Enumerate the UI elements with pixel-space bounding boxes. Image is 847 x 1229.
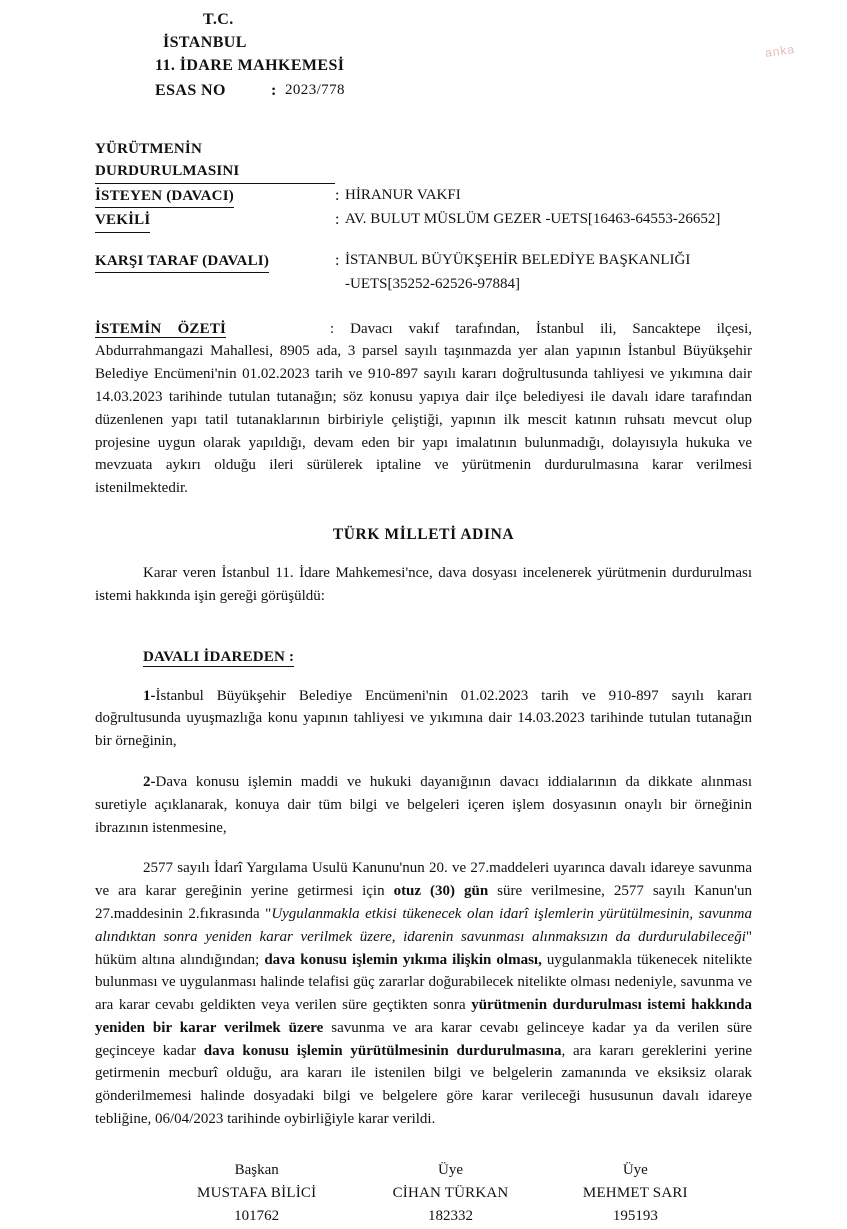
vekili-value: AV. BULUT MÜSLÜM GEZER -UETS[16463-64553-26652]: [345, 211, 721, 228]
istemin-ozeti-label: İSTEMİN ÖZETİ: [95, 320, 227, 337]
watermark-text: anka: [764, 41, 796, 61]
main-p5: savunma ve ara karar cevabı gelinceye kadar ya da verilen süre geçinceye kadar: [95, 1019, 753, 1059]
header-line-city: İSTANBUL: [163, 34, 247, 52]
main-p2: süre verilmesine, 2577 sayılı Kanun'un 27.maddesinin 2.fıkrasında ": [95, 883, 753, 922]
main-i1: Uygulanmakla etkisi tükenecek olan idarî işlemlerin yürütülmesinin, savunma alındıktan sonra yeniden karar verilmek üzere, idarenin savunması alınmaksızın da durdurulabileceği: [95, 905, 752, 945]
row-vekili: [95, 208, 752, 233]
isteyen-label: İSTEYEN (DAVACI): [95, 185, 234, 209]
court-header: [155, 8, 752, 100]
main-p4: uygulanmakla tükenecek nitelikte bulunması ve uygulanması halinde telafisi güç zararlar doğurabilecek nitelikte olması nedeniyle, savunma ve ara karar cevabı geldikten veya verilen süre geçtikten sonra: [95, 951, 752, 1014]
main-b1: otuz (30) gün: [393, 883, 489, 900]
main-b3: yürütmenin durdurulması istemi hakkında yeniden bir karar verilmek üzere: [95, 997, 752, 1036]
karsi-taraf-value-2: -UETS[35252-62526-97884]: [345, 276, 520, 293]
vekili-label: VEKİLİ: [95, 209, 150, 233]
case-number-row: [155, 82, 752, 100]
row-yurutme: [95, 138, 752, 184]
vekili-colon: :: [335, 211, 340, 229]
vekili-label-wrap: [95, 208, 335, 233]
main-p3: " hüküm altına alındığından;: [95, 928, 752, 968]
row-isteyen: [95, 184, 752, 209]
ara-karar-item-2-number: 2-: [143, 773, 156, 790]
yurutme-label-wrap: [95, 138, 335, 184]
signature-1-name: MUSTAFA BİLİCİ: [197, 1185, 317, 1202]
main-b4: dava konusu işlemin yürütülmesinin durdurulmasına: [203, 1042, 562, 1059]
ara-karar-item-2: [95, 771, 752, 839]
istemin-ozeti-block: [95, 318, 752, 500]
signature-2-id: 182332: [428, 1208, 474, 1225]
signature-3-role: Üye: [622, 1161, 648, 1178]
isteyen-colon: :: [335, 186, 340, 204]
signature-3: [541, 1159, 730, 1229]
signature-block: [95, 1159, 752, 1229]
main-p1: 2577 sayılı İdarî Yargılama Usulü Kanunu'nun 20. ve 27.maddeleri uyarınca davalı idareye savunma ve ara karar gereğinin yerine getirmesi için: [95, 860, 752, 900]
case-number-colon: :: [271, 81, 277, 99]
davali-idareden-heading: DAVALI İDAREDEN :: [143, 648, 295, 665]
yurutme-label: YÜRÜTMENİN DURDURULMASINI: [95, 138, 335, 184]
case-number-label: ESAS NO: [155, 81, 226, 99]
signature-1-role: Başkan: [234, 1161, 279, 1178]
istemin-ozeti-text: [95, 318, 752, 500]
ara-karar-item-1-text: İstanbul Büyükşehir Belediye Encümeni'nin 01.02.2023 tarih ve 910-897 sayılı kararı doğrultusunda uyuşmazlığa konu yapının tahliyesi ve yıkımına dair 14.03.2023 tarihinde tutulan tutanağın bir örneğinin,: [95, 687, 752, 750]
isteyen-label-wrap: [95, 184, 335, 209]
ara-karar-item-2-text: Dava konusu işlemin maddi ve hukuki dayanığının davacı iddialarının da dikkate alınması suretiyle açıklanarak, konuya dair tüm bilgi ve belgeleri içeren işlem dosyasının onaylı bir örneğinin ibrazının istenmesine,: [95, 773, 752, 836]
signature-3-name: MEHMET SARI: [582, 1185, 688, 1202]
karsi-taraf-colon: :: [335, 251, 340, 269]
karsi-taraf-value: İSTANBUL BÜYÜKŞEHİR BELEDİYE BAŞKANLIĞI: [345, 251, 691, 268]
ara-karar-item-1-number: 1-: [143, 687, 156, 704]
isteyen-value: HİRANUR VAKFI: [345, 186, 461, 203]
signature-2-name: CİHAN TÜRKAN: [392, 1185, 509, 1202]
main-decision-paragraph: [95, 857, 752, 1131]
parties-block: [95, 138, 752, 296]
signature-2: [360, 1159, 540, 1229]
header-line-tc: T.C.: [203, 11, 234, 28]
main-b2: dava konusu işlemin yıkıma ilişkin olması,: [264, 951, 542, 968]
karar-veren-paragraph: Karar veren İstanbul 11. İdare Mahkemesi'nce, dava dosyası incelenerek yürütmenin durdurulması istemi hakkında işin gereği görüşüldü:: [95, 564, 752, 604]
row-karsi-taraf: [95, 249, 752, 274]
main-p6: , ara kararı gereklerini yerine getirmenin mecburî olduğu, ara kararı ile istenilen bilgi ve belgelerin zamanında ve eksiksiz olarak gönderilmemesi halinde dosyadaki bilgi ve belgelere göre karar verileceği hususunun davalı idareye tebliğine, 06/04/2023 tarihinde oybirliğiyle karar verildi.: [95, 1042, 752, 1128]
istemin-ozeti-body: Mahallesi, 8905 ada, 3 parsel sayılı taşınmazda yer alan yapının İstanbul Büyükşehir Belediye Encümeni'nin 01.02.2023 tarih ve 910-897 sayılı kararı doğrultusunda tahliyesi ve yıkımına dair 14.03.2023 tarihinde tutulan tutanağın; söz konusu yapıya dair ilçe belediyesi ile davalı idare tarafından düzenlenen yapı tatil tutanaklarının birbiriyle çeliştiği, yapının ilk mescit katının ruhsatı mevcut olup projesine uygun olarak yapıldığı, devam eden bir yapı imalatının bulunmadığı, dolayısıyla hukuka ve mevzuata aykırı olduğu ileri sürülerek iptaline ve yürütmenin durdurulmasına karar verilmesi istenilmektedir.: [95, 343, 752, 497]
karsi-label-wrap: [95, 249, 335, 274]
signature-2-role: Üye: [438, 1161, 464, 1178]
istemin-ozeti-colon: :: [330, 320, 335, 337]
signature-3-id: 195193: [612, 1208, 658, 1225]
ara-karar-item-1: [95, 685, 752, 753]
case-number-value: 2023/778: [285, 81, 345, 98]
karsi-taraf-label: KARŞI TARAF (DAVALI): [95, 250, 269, 274]
turk-milleti-adina-heading: TÜRK MİLLETİ ADINA: [332, 525, 515, 543]
signature-1-id: 101762: [234, 1208, 280, 1225]
signature-1: [153, 1159, 360, 1229]
header-line-court: 11. İDARE MAHKEMESİ: [155, 57, 345, 75]
istemin-ozeti-first-fragment: Davacı vakıf tarafından, İstanbul ili, Sancaktepe ilçesi, Abdurrahmangazi: [95, 320, 753, 360]
